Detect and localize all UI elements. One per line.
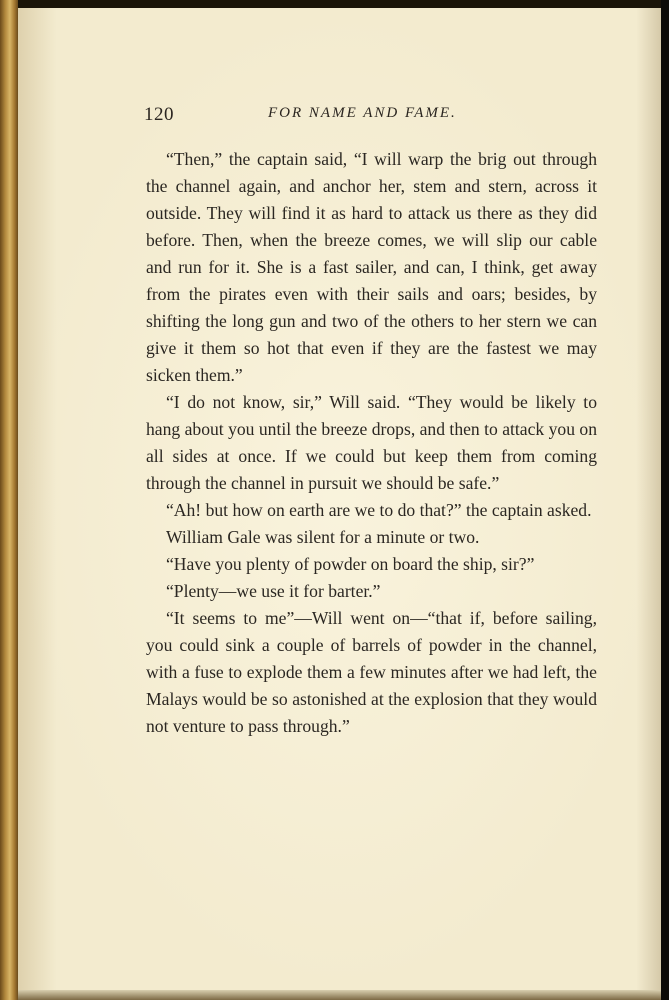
paragraph: “Then,” the captain said, “I will warp the brig out through the channel again, and anchor her, stem and stern, across it outside. They will find it as hard to attack us there as they did before. Then, when the breeze comes, we will slip our cable and run for it. She is a fast sailer, and can, I think, get away from the pirates even with their sails and oars; besides, by shifting the long gun and two of the others to her stern we can give it them so hot that even if they are the fastest we may sicken them.”: [146, 149, 597, 385]
paragraph: “I do not know, sir,” Will said. “They would be likely to hang about you until the breeze drops, and then to attack you on all sides at once. If we could but keep them from coming through the channel in pursuit we should be safe.”: [146, 392, 597, 493]
paragraph: “Plenty—we use it for barter.”: [166, 581, 381, 601]
page-right-edge: [661, 0, 669, 1000]
running-title: FOR NAME AND FAME.: [268, 105, 457, 121]
paragraph: “It seems to me”—Will went on—“that if, before sailing, you could sink a couple of barrels of powder in the channel, with a fuse to explode them a few minutes after we had left, the Malays would be so astonished at the explosion that they would not venture to pass through.”: [146, 608, 597, 736]
paragraph: “Ah! but how on earth are we to do that?” the captain asked.: [166, 500, 592, 520]
paragraph: William Gale was silent for a minute or two.: [166, 527, 480, 547]
running-header: [144, 104, 624, 130]
paragraph: “Have you plenty of powder on board the ship, sir?”: [166, 554, 535, 574]
page-bottom-edge: [18, 990, 669, 1000]
body-text: [146, 146, 597, 740]
page-number: 120: [144, 104, 174, 125]
book-binding-edge: [0, 0, 18, 1000]
